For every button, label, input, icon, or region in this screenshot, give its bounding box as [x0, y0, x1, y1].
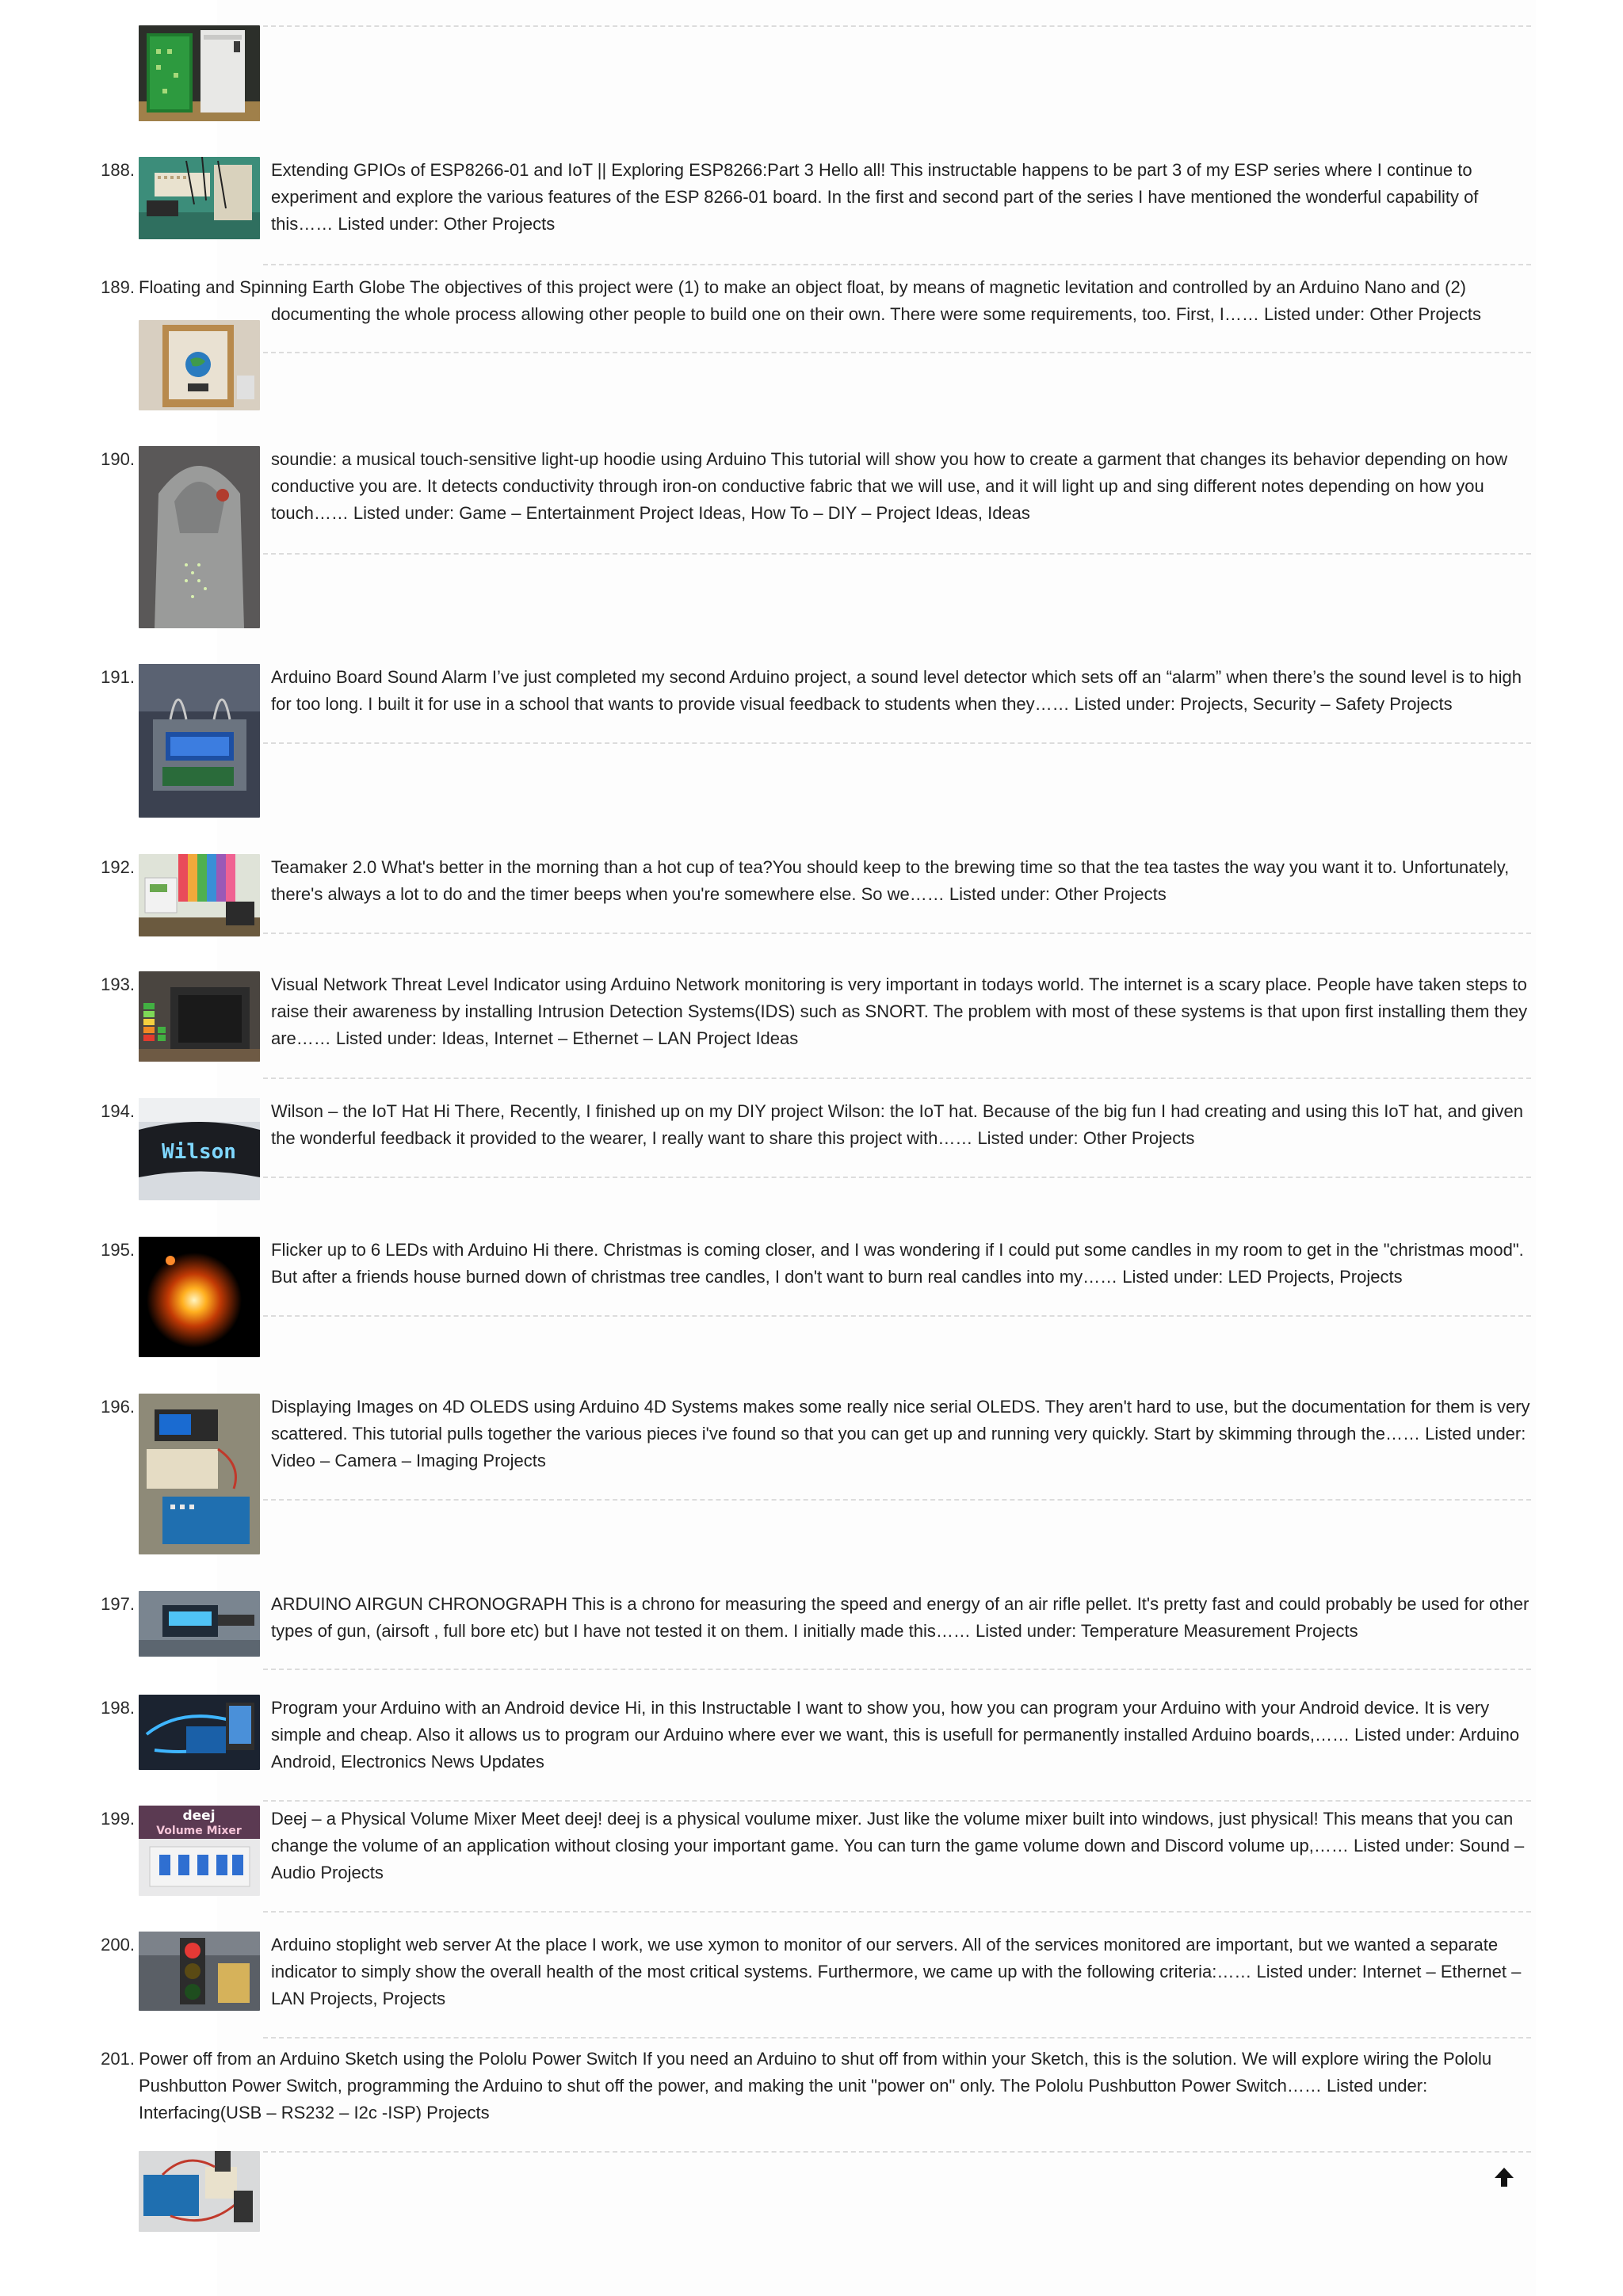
item-description: Power off from an Arduino Sketch using the Pololu Power Switch If you need an Arduino to shut off from within your Sketch, this is the solution. We will explore wiring the Pololu Pushbutton Power Switch, programming the Arduino to shut off the power, and making the unit "power on" only. The Pololu Pushbutton Power Switch…… Listed under: Interfacing(USB – RS232 – I2c -ISP) Projects	[139, 2049, 1492, 2122]
item-thumbnail[interactable]	[139, 1394, 260, 1554]
item-thumbnail[interactable]	[139, 2151, 260, 2232]
item-number: 189.	[101, 277, 135, 297]
mixer-subtitle-text: Volume Mixer	[156, 1825, 242, 1837]
item-number: 191.	[101, 667, 135, 687]
separator	[263, 1177, 1531, 1178]
separator	[263, 352, 1531, 353]
item-description-line2: documenting the whole process allowing other people to build one on their own. There were some requirements, too. First, I…… Listed under: Other Projects	[271, 304, 1481, 324]
item-number: 201.	[101, 2049, 135, 2069]
item-number: 190.	[101, 449, 135, 469]
item-number: 198.	[101, 1698, 135, 1718]
mixer-title-text: deej	[182, 1808, 216, 1824]
item-thumbnail[interactable]	[139, 854, 260, 936]
item-number: 193.	[101, 974, 135, 994]
separator	[263, 1669, 1531, 1670]
item-number: 197.	[101, 1594, 135, 1614]
item-thumbnail[interactable]	[139, 320, 260, 410]
item-description-line1: Floating and Spinning Earth Globe The objectives of this project were (1) to make an object float, by means of magnetic levitation and controlled by an Arduino Nano and (2)	[139, 277, 1467, 297]
item-thumbnail[interactable]	[139, 1591, 260, 1657]
arrow-up-icon	[1492, 2165, 1516, 2189]
item-description: Arduino Board Sound Alarm I’ve just completed my second Arduino project, a sound level detector which sets off an “alarm” when there’s the sound level is to high for too long. I built it for use in a school that wants to provide visual feedback to students when they…… Listed under: Projects, Security – Safety Projects	[271, 667, 1522, 714]
separator	[263, 25, 1531, 27]
separator	[263, 1800, 1531, 1802]
item-description: Visual Network Threat Level Indicator using Arduino Network monitoring is very important in todays world. The internet is a scary place. People have taken steps to raise their awareness by installing Intrusion Detection Systems(IDS) such as SNORT. The problem with most of these systems is that upon first installing them they are…… Listed under: Ideas, Internet – Ethernet – LAN Project Ideas	[271, 974, 1528, 1048]
separator	[263, 1499, 1531, 1501]
item-thumbnail[interactable]	[139, 1237, 260, 1357]
item-number: 196.	[101, 1397, 135, 1417]
item-description: Program your Arduino with an Android device Hi, in this Instructable I want to show you, how you can program your Arduino with your Android device. It is very simple and cheap. Also it allows us to program our Arduino where ever we want, this is usefull for permanently installed Arduino boards,…… Listed under: Arduino Android, Electronics News Updates	[271, 1698, 1520, 1772]
item-description: ARDUINO AIRGUN CHRONOGRAPH This is a chrono for measuring the speed and energy of an air rifle pellet. It's pretty fast and could probably be used for other types of gun, (airsoft , full bore etc) but I have not tested it on them. I initially made this…… Listed under: Temperature Measurement Projects	[271, 1594, 1529, 1641]
separator	[263, 933, 1531, 934]
separator	[263, 1911, 1531, 1913]
item-description: Arduino stoplight web server At the place I work, we use xymon to monitor of our servers. All of the services monitored are important, but we wanted a separate indicator to simply show the overall health of the most critical systems. Furthermore, we came up with the following criteria:…… Listed under: Internet – Ethernet – LAN Projects, Projects	[271, 1935, 1522, 2008]
separator	[263, 2151, 1531, 2153]
item-description: Extending GPIOs of ESP8266-01 and IoT || Exploring ESP8266:Part 3 Hello all! This instructable happens to be part 3 of my ESP series where I continue to experiment and explore the various features of the ESP 8266-01 board. In the first and second part of the series I have mentioned the wonderful capability of this…… Listed under: Other Projects	[271, 160, 1479, 234]
item-thumbnail[interactable]	[139, 971, 260, 1062]
hat-led-text: Wilson	[162, 1140, 236, 1164]
item-thumbnail[interactable]	[139, 1806, 260, 1896]
item-thumbnail[interactable]	[139, 1695, 260, 1770]
item-thumbnail[interactable]	[139, 1932, 260, 2011]
separator	[263, 1077, 1531, 1079]
item-description: Displaying Images on 4D OLEDS using Arduino 4D Systems makes some really nice serial OLEDS. They aren't hard to use, but the documentation for them is very scattered. This tutorial pulls together the various pieces i've found so that you can get up and running very quickly. Start by skimming through the…… Listed under: Video – Camera – Imaging Projects	[271, 1397, 1530, 1470]
item-thumbnail[interactable]	[139, 446, 260, 628]
separator	[263, 264, 1531, 265]
back-to-top-button[interactable]	[1490, 2163, 1518, 2191]
item-number: 200.	[101, 1935, 135, 1955]
separator	[263, 742, 1531, 744]
item-number: 199.	[101, 1809, 135, 1829]
item-number: 194.	[101, 1101, 135, 1121]
separator	[263, 553, 1531, 555]
item-description: Flicker up to 6 LEDs with Arduino Hi there. Christmas is coming closer, and I was wondering if I could put some candles in my room to get in the "christmas mood". But after a friends house burned down of christmas tree candles, I don't want to burn real candles into my…… Listed under: LED Projects, Projects	[271, 1240, 1524, 1287]
separator	[263, 2037, 1531, 2039]
item-number: 195.	[101, 1240, 135, 1260]
item-number: 188.	[101, 160, 135, 180]
item-number: 192.	[101, 857, 135, 877]
item-thumbnail[interactable]	[139, 25, 260, 121]
item-description: Wilson – the IoT Hat Hi There, Recently, I finished up on my DIY project Wilson: the IoT hat. Because of the big fun I had creating and using this IoT hat, and given the wonderful feedback it provided to the wearer, I really want to share this project with…… Listed under: Other Projects	[271, 1101, 1523, 1148]
item-thumbnail[interactable]	[139, 664, 260, 818]
item-description: Deej – a Physical Volume Mixer Meet deej! deej is a physical voulume mixer. Just like the volume mixer built into windows, just physical! This means that you can change the volume of an application without closing your important game. You can turn the game volume down and Discord volume up,…… Listed under: Sound – Audio Projects	[271, 1809, 1525, 1882]
item-description: soundie: a musical touch-sensitive light-up hoodie using Arduino This tutorial will show you how to create a garment that changes its behavior depending on how conductive you are. It detects conductivity through iron-on conductive fabric that we will use, and it will light up and sing different notes depending on how you touch…… Listed under: Game – Entertainment Project Ideas, How To – DIY – Project Ideas, Ideas	[271, 449, 1508, 523]
item-thumbnail[interactable]	[139, 1098, 260, 1200]
item-thumbnail[interactable]	[139, 157, 260, 239]
separator	[263, 1315, 1531, 1317]
item-description: Teamaker 2.0 What's better in the morning than a hot cup of tea?You should keep to the brewing time so that the tea tastes the way you want it to. Unfortunately, there's always a lot to do and the timer beeps when you're somewhere else. So we…… Listed under: Other Projects	[271, 857, 1510, 904]
